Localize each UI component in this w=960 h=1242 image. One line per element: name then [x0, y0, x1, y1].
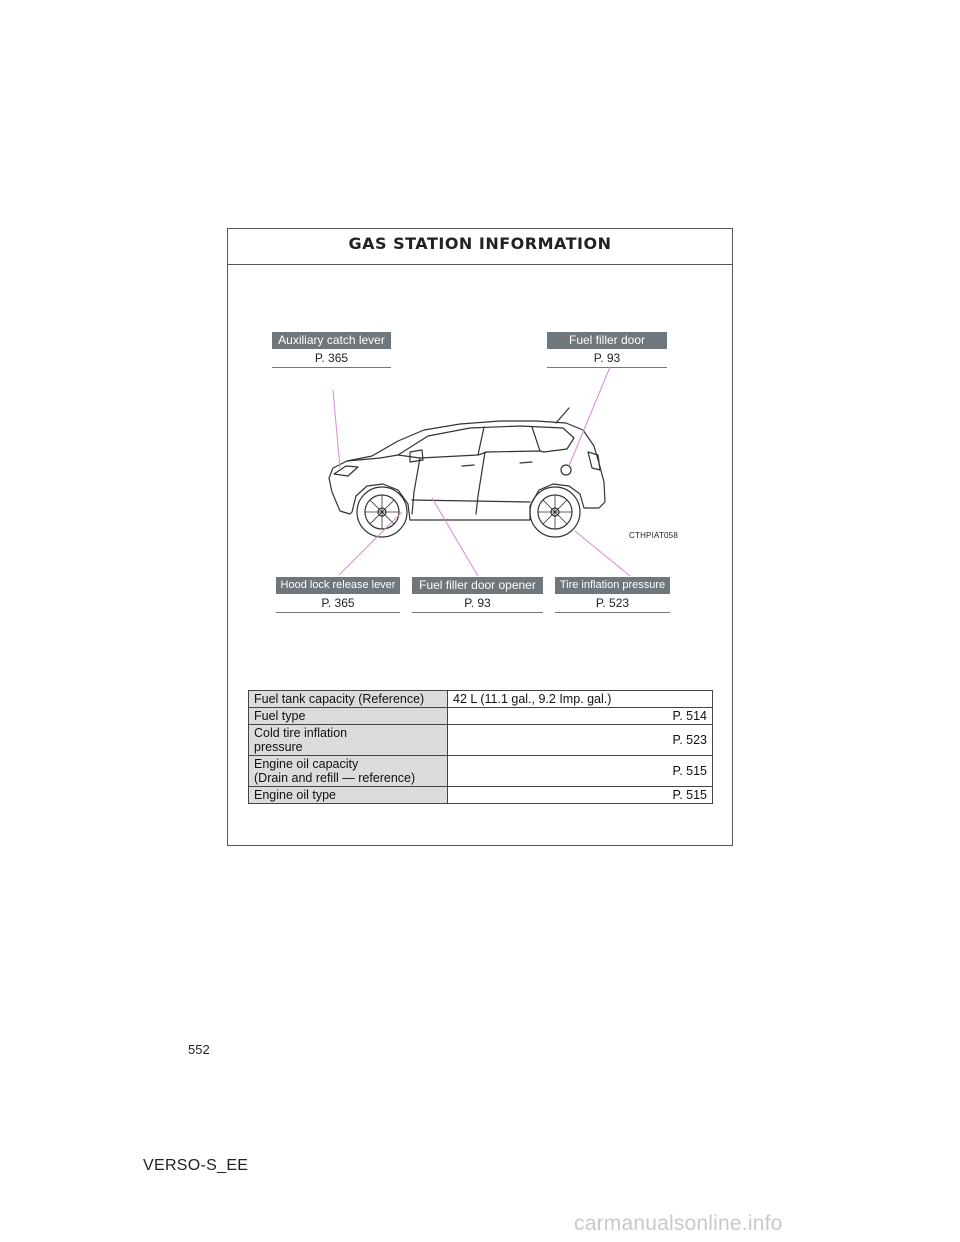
c-pillar — [532, 427, 540, 451]
callout-fuel-filler-door: Fuel filler door — [547, 332, 667, 349]
leader-hood-lock-release-lever — [339, 512, 402, 575]
row-value[interactable]: P. 514 — [448, 708, 713, 725]
row-label: Fuel type — [249, 708, 448, 725]
callout-auxiliary-catch-lever: Auxiliary catch lever — [272, 332, 391, 349]
table-row — [249, 708, 713, 725]
row-value[interactable]: P. 515 — [448, 756, 713, 787]
watermark: carmanualsonline.info — [574, 1212, 783, 1235]
footer-code: VERSO-S_EE — [143, 1157, 249, 1174]
callout-auxiliary-catch-lever-ref[interactable]: P. 365 — [314, 351, 349, 365]
table-row — [249, 756, 713, 787]
fuel-door-outline — [561, 465, 571, 475]
callout-tire-inflation-pressure-ref[interactable]: P. 523 — [595, 596, 630, 610]
callout-tire-inflation-pressure: Tire inflation pressure — [555, 577, 670, 594]
callout-hood-lock-release-lever: Hood lock release lever — [276, 577, 400, 594]
row-label-line: (Drain and refill — reference) — [254, 771, 416, 785]
callout-fuel-filler-door-opener: Fuel filler door opener — [412, 577, 543, 594]
leader-fuel-filler-door-opener — [432, 498, 478, 576]
headlight — [334, 466, 358, 476]
front-door-handle — [462, 465, 474, 466]
row-label: Fuel tank capacity (Reference) — [249, 691, 448, 708]
row-label: Engine oil type — [249, 787, 448, 804]
callout-hood-lock-release-lever-ref[interactable]: P. 365 — [321, 596, 355, 610]
rear-wheel-spokes — [538, 495, 572, 529]
antenna — [556, 408, 569, 423]
front-wheel-spokes — [365, 495, 399, 529]
leader-tire-inflation-pressure — [575, 531, 630, 576]
front-door-line — [412, 458, 420, 514]
table-row — [249, 787, 713, 804]
side-mirror — [410, 450, 423, 462]
car-body-outline — [329, 421, 605, 520]
row-label-line: Cold tire inflation — [254, 726, 348, 740]
rear-door-line — [476, 452, 485, 514]
row-value[interactable]: P. 523 — [448, 725, 713, 756]
leader-auxiliary-catch-lever — [333, 390, 340, 468]
callout-fuel-filler-door-ref[interactable]: P. 93 — [593, 351, 621, 365]
row-value: 42 L (11.1 gal., 9.2 Imp. gal.) — [448, 691, 713, 708]
row-label-line: Engine oil capacity — [254, 757, 359, 771]
specs-table — [248, 690, 713, 804]
image-code: CTHPIAT058 — [629, 531, 678, 540]
table-row — [249, 691, 713, 708]
rear-lamp — [588, 452, 600, 470]
window-line — [398, 426, 574, 458]
row-value[interactable]: P. 515 — [448, 787, 713, 804]
callout-fuel-filler-door-opener-ref[interactable]: P. 93 — [464, 596, 491, 610]
row-label-line: pressure — [254, 740, 303, 754]
row-label — [249, 756, 448, 787]
page-number: 552 — [188, 1042, 210, 1057]
leader-fuel-filler-door — [569, 367, 610, 466]
panel-title: GAS STATION INFORMATION — [228, 229, 732, 265]
row-label — [249, 725, 448, 756]
b-pillar — [478, 427, 484, 455]
rocker-line — [412, 500, 530, 502]
rear-door-handle — [520, 462, 532, 463]
table-row — [249, 725, 713, 756]
